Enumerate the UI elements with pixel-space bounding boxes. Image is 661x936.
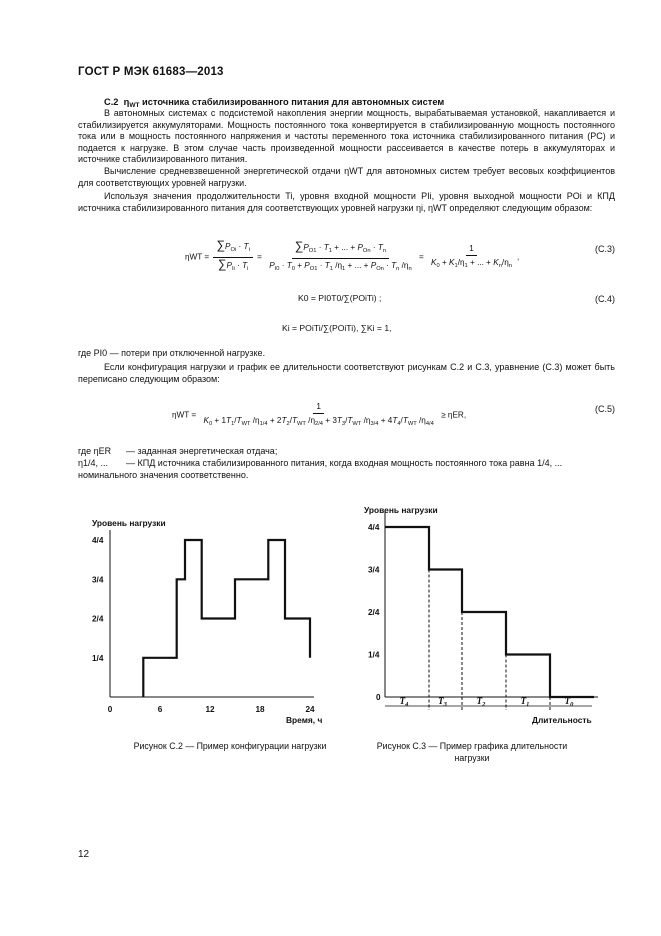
duration-label-t0: $T_0$: [564, 696, 574, 708]
fraction-c3-a: $\frac{\sum P_{Oi} \cdot T_i}{\sum P_{Ii} \cdot T_i}$: [213, 240, 252, 275]
duration-label-t3: $T_3$: [438, 696, 447, 708]
section-symbol: $\eta_{WT}$: [123, 97, 140, 109]
definition-desc: — заданная энергетическая отдача;: [126, 446, 278, 456]
page-number: 12: [78, 849, 90, 860]
x-axis-label: Время, ч: [286, 715, 323, 725]
x-tick-label: 18: [255, 705, 265, 714]
y-axis-label: Уровень нагрузки: [364, 505, 438, 515]
y-tick-label: 2/4: [368, 608, 380, 617]
x-tick-label: 0: [107, 705, 113, 714]
equation-c5-lhs: ηWT =: [172, 410, 197, 420]
y-tick-label: 4/4: [368, 523, 380, 532]
definition-desc: — КПД источника стабилизированного питания, когда входная мощность постоянного тока равна 1/4, ... номинального значения соответственно.: [78, 458, 563, 480]
x-tick-label: 24: [305, 705, 315, 714]
x-tick-label: 6: [157, 705, 163, 714]
section-number: С.2: [104, 97, 119, 107]
document-header: ГОСТ Р МЭК 61683—2013: [78, 66, 224, 78]
y-tick-label: 4/4: [92, 536, 104, 545]
y-tick-label: 3/4: [92, 575, 104, 585]
paragraph-5: Если конфигурация нагрузки и график ее длительности соответствуют рисункам С.2 и С.3, уравнение (С.3) может быть переписано следующим образом:: [78, 362, 615, 384]
equation-c5-number: (С.5): [595, 404, 615, 414]
paragraph-1: В автономных системах с подсистемой накопления энергии мощность, вырабатываемая установкой, накапливается и стабилизируется аккумуляторами. Мощность постоянного тока конвертируется в стабилизированную мощность постоянного тока или в мощность постоянного напряжения и частоты переменного тока источника стабилизированного питания (PC) и подается к нагрузке. В этом случае часть произведенной мощности рассеивается в качестве потерь в аккумуляторах и источнике стабилизированного питания.: [78, 108, 615, 165]
duration-label-t1: $T_1$: [520, 696, 530, 708]
equation-c3-lhs: ηWT =: [185, 252, 210, 262]
duration-label-t2: $T_2$: [476, 696, 486, 708]
y-tick-label: 1/4: [368, 650, 380, 660]
figure-c3-caption: Рисунок С.3 — Пример графика длительности нагрузки: [376, 741, 568, 763]
y-tick-label: 1/4: [92, 653, 104, 663]
equation-c4-number: (С.4): [595, 294, 615, 304]
fraction-c3-b: $\frac{\sum P_{O1} \cdot T_1 + ... + P_{On} \cdot T_n}{P_{I0} \cdot T_0 + P_{O1} \cdot T_1 /\eta_1 + ... + P_{On} \cdot T_n /\eta_n}$: [269, 238, 412, 272]
paragraph-2: Вычисление средневзвешенной энергетической отдачи ηWT для автономных систем требует весовых коэффициентов для соответствующих уровней нагрузки.: [78, 166, 615, 188]
equation-k-definition: Ki = POiTi/∑(POiTi), ∑Ki = 1,: [282, 323, 392, 333]
y-tick-label: 0: [376, 693, 381, 702]
load-duration-line: [385, 527, 594, 697]
paragraph-4: где PI0 — потери при отключенной нагрузке.: [78, 348, 266, 358]
equation-c4: K0 = PI0T0/∑(POiTi) ;: [298, 293, 382, 303]
y-axis-label: Уровень нагрузки: [92, 518, 166, 528]
section-title-text: источника стабилизированного питания для автономных систем: [142, 97, 445, 107]
equation-c5-rhs: ≥ ηER,: [441, 410, 467, 420]
x-tick-label: 12: [205, 705, 215, 714]
fraction-c3-c: $\frac{1}{K_0 + K_1/\eta_1 + ... + K_n/\eta_n}$: [431, 244, 512, 269]
x-axis-label: Длительность: [532, 715, 592, 725]
paragraph-3: Используя значения продолжительности Ti, уровня входной мощности PIi, уровня выходной мощности POi и КПД источника стабилизированного питания для соответствующих уровней нагрузки ηi, ηWT определяют следующим образом:: [78, 191, 615, 213]
equation-c3-number: (С.3): [595, 244, 615, 254]
definition-term: η1/4, ...: [78, 458, 109, 468]
fraction-c5: 1 $K_0 + 1T_1/T_{WT}$ $/\eta_{1/4} + 2T_2/T_{WT}$ $/\eta_{2/4} + 3T_3/T_{WT}$ $/\eta_{3/4} + 4T_4/T_{WT}$ $/\eta_{4/4}$: [203, 402, 434, 427]
equation-c3: ηWT = $\frac{\sum P_{Oi} \cdot T_i}{\sum P_{Ii} \cdot T_i}$ = $\frac{\sum P_{O1} \cdot T_1 + ... + P_{On} \cdot T_n}{P_{I0} \cdot T_0 + P_{O1} \cdot T_1 /\eta_1 + ... + P_{On} \cdot T_n /\eta_n}$ = $\frac{1}{K_0 + K_1/\eta_1 + ... + K_n/\eta_n}$ ,: [185, 240, 519, 275]
definition-term: где ηER: [78, 446, 112, 456]
duration-label-t4: $T_4$: [399, 696, 409, 708]
figure-c2-caption: Рисунок С.2 — Пример конфигурации нагрузки: [133, 741, 327, 751]
y-tick-label: 2/4: [92, 614, 104, 624]
y-tick-label: 3/4: [368, 565, 380, 575]
